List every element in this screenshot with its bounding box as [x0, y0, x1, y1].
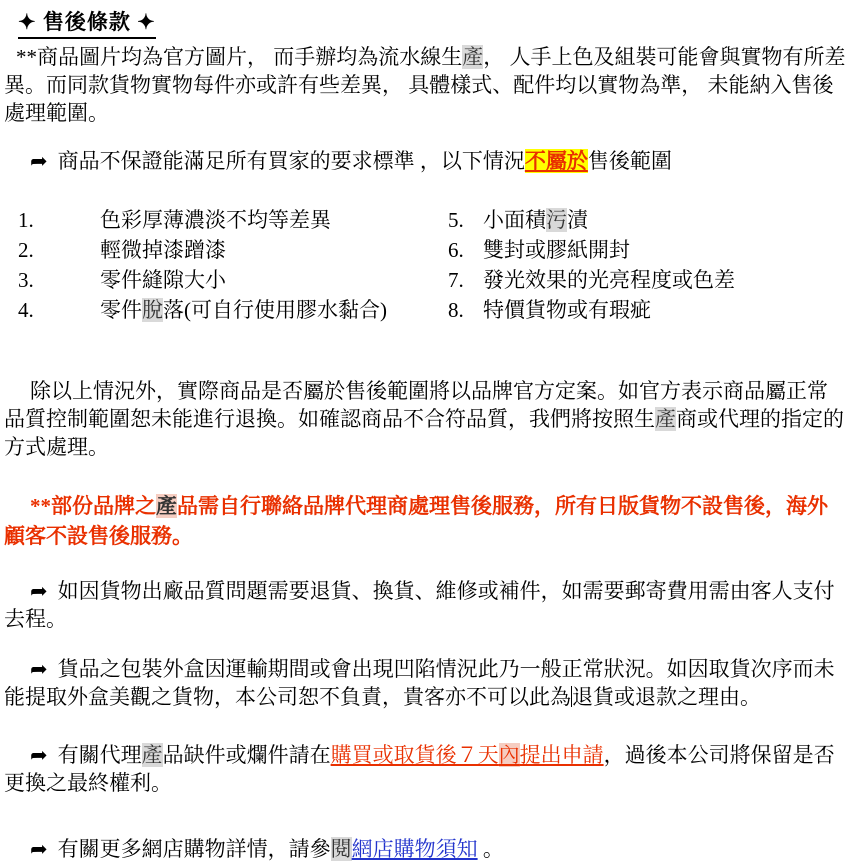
fallback-char: 閱: [330, 837, 352, 861]
packaging-text-1: 貨品之包裝外盒因運輸期間或會出現凹陷情況此乃一般正常狀況。如因取貨次序而未能提取外盒美觀之貨物，本公司恕不負責，貴客亦不可以此為: [4, 657, 835, 709]
notice-text-1: 商品不保證能滿足所有買家的要求標準 ，以下情況: [57, 149, 525, 173]
deadline-red-text: 提出申請: [519, 743, 604, 767]
arrow-icon: ➦: [30, 657, 48, 681]
list-item: [4, 205, 448, 235]
exclusion-list: [4, 205, 848, 325]
missing-text-3: ，過後本公司將保留是否更換之最終權利。: [4, 743, 835, 795]
list-item: [4, 235, 448, 265]
arrow-icon: ➦: [30, 579, 48, 603]
fallback-char: 脫: [142, 298, 163, 322]
brand-text-1: **部份品牌之: [30, 494, 156, 518]
list-item: [448, 235, 848, 265]
arrow-icon: ➦: [30, 837, 48, 861]
return-shipping-line: [4, 577, 848, 633]
intro-text-1: **商品圖片均為官方圖片， 而手辦均為流水線生: [16, 45, 463, 69]
item-text: 色彩厚薄濃淡不均等差異: [100, 208, 331, 232]
missing-text-1: 有關代理: [57, 743, 142, 767]
item-number: 6.: [448, 238, 464, 262]
item-text: 落(可自行使用膠水黏合): [163, 298, 387, 322]
missing-text-2: 品缺件或爛件請在: [162, 743, 331, 767]
missing-parts-paragraph: [4, 741, 848, 797]
list-item: [448, 265, 848, 295]
fallback-char: 產: [156, 494, 177, 518]
fallback-char: 產: [141, 743, 163, 767]
exclusion-list-right-column: [448, 205, 848, 325]
shipping-text: 如因貨物出廠品質問題需要退貨、換貨、維修或補件，如需要郵寄費用需由客人支付去程。: [4, 579, 835, 631]
arrow-icon: ➦: [30, 743, 48, 767]
packaging-paragraph: [4, 655, 848, 711]
brand-notice-paragraph: [4, 491, 848, 551]
more-info-text-1: 有關更多網店購物詳情，請參: [57, 837, 331, 861]
page-title: ✦ 售後條款 ✦: [18, 6, 156, 39]
item-text: 小面積: [483, 208, 546, 232]
item-text: 輕微掉漆蹭漆: [100, 238, 226, 262]
item-number: 3.: [18, 268, 34, 292]
arrow-icon: ➦: [30, 149, 48, 173]
list-item: [448, 295, 848, 325]
more-info-line: [4, 835, 848, 863]
list-item: [4, 265, 448, 295]
item-number: 4.: [18, 298, 34, 322]
decision-text-2: 商或代理的指定的方式處理。: [4, 407, 844, 459]
decision-text-1: 除以上情況外，實際商品是否屬於售後範圍將以品牌官方定案。如官方表示商品屬正常品質控制範圍恕未能進行退換。如確認商品不合符品質，我們將按照生: [4, 379, 828, 431]
more-info-text-2: 。: [477, 837, 504, 861]
item-text: 零件縫隙大小: [100, 268, 226, 292]
list-item: [448, 205, 848, 235]
fallback-char: 內: [498, 743, 520, 767]
brand-text-2: 品需自行聯絡品牌代理商處理售後服務，所有日版貨物不設售後，海外顧客不設售後服務。: [4, 494, 828, 548]
item-number: 2.: [18, 238, 34, 262]
item-number: 5.: [448, 208, 464, 232]
item-number: 7.: [448, 268, 464, 292]
intro-paragraph: [4, 43, 848, 127]
fallback-char: 產: [655, 407, 676, 431]
packaging-text-2: 退貨或退款之理由。: [572, 685, 761, 709]
notice-text-2: 售後範圍: [587, 149, 672, 173]
item-text: 雙封或膠紙開封: [483, 238, 630, 262]
item-text: 特價貨物或有瑕疵: [483, 298, 651, 322]
intro-text-2: ， 人手上色及組裝可能會與實物有所差異。而同款貨物實物每件亦或許有些差異， 具體樣式、配件均以實物為準， 未能納入售後處理範圍。: [4, 45, 846, 125]
decision-paragraph: [4, 377, 848, 461]
page-title-row: [4, 6, 848, 39]
fallback-char: 產: [462, 45, 484, 69]
item-text: 零件: [100, 298, 142, 322]
fallback-char: 污: [546, 208, 567, 232]
highlight-not-covered: 不屬於: [524, 149, 588, 173]
item-number: 8.: [448, 298, 464, 322]
notice-arrow-line: [4, 147, 848, 175]
item-number: 1.: [18, 208, 34, 232]
deadline-red-text: 購買或取貨後７天: [330, 743, 499, 767]
store-guide-link[interactable]: 網店購物須知: [351, 837, 478, 861]
list-item: [4, 295, 448, 325]
item-text: 漬: [567, 208, 588, 232]
item-text: 發光效果的光亮程度或色差: [483, 268, 735, 292]
exclusion-list-left-column: [4, 205, 448, 325]
